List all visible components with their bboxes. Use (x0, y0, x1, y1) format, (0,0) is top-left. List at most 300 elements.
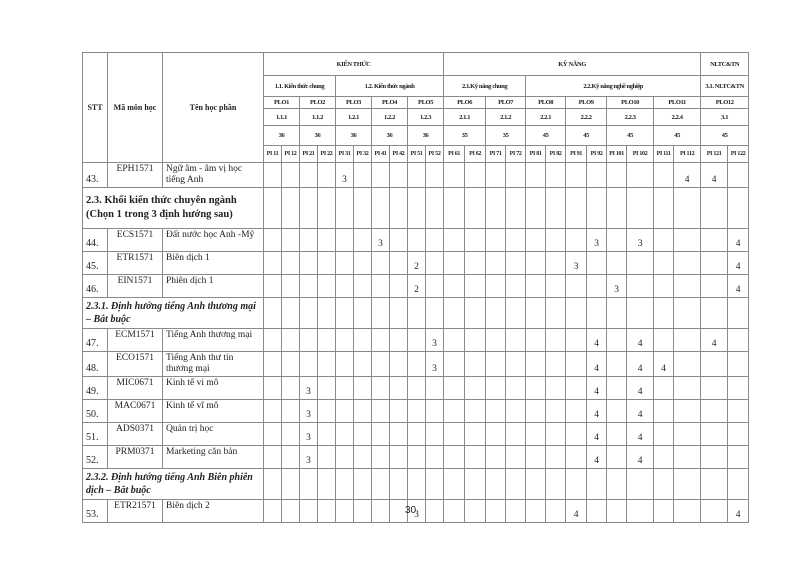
row-pi-value (282, 400, 300, 423)
row-pi-empty (607, 188, 627, 229)
header-course-code: Mã môn học (108, 53, 163, 163)
row-pi-value (390, 229, 408, 252)
row-stt: 44. (83, 229, 108, 252)
row-pi-empty (372, 298, 390, 329)
row-stt: 48. (83, 352, 108, 377)
row-pi-value (264, 163, 282, 188)
row-pi-empty (654, 188, 674, 229)
row-pi-value (701, 252, 728, 275)
row-pi-value (486, 163, 506, 188)
row-pi-value (506, 423, 526, 446)
row-pi-empty (486, 188, 506, 229)
header-subgroup: 1.2. Kiến thức ngành (336, 76, 444, 97)
row-course-code: ETR21571 (108, 500, 163, 523)
row-pi-value (465, 446, 486, 469)
row-pi-value (701, 377, 728, 400)
row-pi-value (264, 275, 282, 298)
row-pi-value (465, 500, 486, 523)
header-plo-code: 1.1.2 (300, 109, 336, 126)
header-pi: PI 22 (318, 146, 336, 163)
row-pi-value: 3 (627, 229, 654, 252)
row-pi-value (587, 163, 607, 188)
row-pi-value: 4 (728, 229, 749, 252)
row-pi-empty (300, 298, 318, 329)
row-pi-empty (654, 298, 674, 329)
row-pi-empty (336, 188, 354, 229)
row-pi-value (282, 275, 300, 298)
row-course-name: Quản trị học (163, 423, 264, 446)
row-pi-value (354, 500, 372, 523)
row-pi-value (674, 352, 701, 377)
row-pi-value (674, 446, 701, 469)
header-plo: PLO6 (444, 97, 486, 109)
row-pi-value (372, 329, 390, 352)
row-pi-empty (444, 298, 465, 329)
header-plo-weight: 45 (566, 126, 607, 146)
row-pi-value (465, 252, 486, 275)
row-pi-value (465, 423, 486, 446)
header-plo: PLO4 (372, 97, 408, 109)
row-pi-value (300, 329, 318, 352)
row-pi-empty (282, 188, 300, 229)
header-plo-code: 1.2.3 (408, 109, 444, 126)
header-plo-code: 2.2.2 (566, 109, 607, 126)
row-stt: 49. (83, 377, 108, 400)
row-pi-empty (282, 298, 300, 329)
row-pi-empty (390, 188, 408, 229)
row-pi-value: 3 (607, 275, 627, 298)
header-plo-weight: 45 (701, 126, 749, 146)
header-stt: STT (83, 53, 108, 163)
row-pi-value (300, 163, 318, 188)
row-pi-empty (654, 469, 674, 500)
row-pi-value (264, 500, 282, 523)
row-pi-value (408, 400, 426, 423)
row-pi-value (546, 163, 566, 188)
row-pi-value (300, 352, 318, 377)
row-pi-value (264, 446, 282, 469)
row-pi-value (506, 275, 526, 298)
row-pi-empty (526, 188, 546, 229)
row-pi-value (526, 352, 546, 377)
row-pi-value (426, 252, 444, 275)
row-pi-value (318, 229, 336, 252)
row-pi-value: 4 (627, 352, 654, 377)
row-pi-value: 3 (300, 377, 318, 400)
row-pi-empty (526, 469, 546, 500)
row-pi-value (506, 400, 526, 423)
row-pi-empty (587, 298, 607, 329)
row-pi-value (587, 500, 607, 523)
row-stt: 52. (83, 446, 108, 469)
row-pi-empty (426, 188, 444, 229)
row-pi-value (728, 377, 749, 400)
row-pi-value (282, 252, 300, 275)
row-pi-value (728, 400, 749, 423)
row-course-code: EIN1571 (108, 275, 163, 298)
row-pi-value (444, 400, 465, 423)
row-course-name: Đất nước học Anh -Mỹ (163, 229, 264, 252)
row-pi-value (674, 329, 701, 352)
row-pi-empty (318, 188, 336, 229)
row-pi-value: 4 (566, 500, 587, 523)
header-plo: PLO10 (607, 97, 654, 109)
row-pi-value (444, 352, 465, 377)
header-pi: PI 62 (465, 146, 486, 163)
row-pi-empty (264, 188, 282, 229)
row-pi-value (465, 329, 486, 352)
row-pi-value (654, 229, 674, 252)
row-pi-value (607, 400, 627, 423)
header-group: KỸ NĂNG (444, 53, 701, 76)
row-pi-value (390, 423, 408, 446)
row-pi-value (486, 252, 506, 275)
row-stt: 53. (83, 500, 108, 523)
row-pi-value (318, 329, 336, 352)
row-pi-value (336, 352, 354, 377)
section-title: 2.3. Khối kiến thức chuyên ngành (Chọn 1 trong 3 định hướng sau) (83, 188, 264, 229)
header-subgroup: 1.1. Kiến thức chung (264, 76, 336, 97)
header-plo-weight: 36 (264, 126, 300, 146)
row-pi-value: 4 (587, 329, 607, 352)
row-pi-value (526, 329, 546, 352)
row-course-name: Phiên dịch 1 (163, 275, 264, 298)
row-pi-value (318, 275, 336, 298)
header-pi: PI 111 (654, 146, 674, 163)
header-plo-code: 2.2.3 (607, 109, 654, 126)
row-pi-value: 4 (627, 446, 654, 469)
row-pi-empty (701, 188, 728, 229)
row-pi-value (372, 423, 390, 446)
header-group: NLTC&TN (701, 53, 749, 76)
row-pi-empty (566, 188, 587, 229)
row-pi-value (526, 377, 546, 400)
row-pi-value (300, 275, 318, 298)
header-plo-weight: 36 (372, 126, 408, 146)
row-pi-value (354, 352, 372, 377)
row-pi-value (426, 500, 444, 523)
row-pi-empty (627, 298, 654, 329)
row-pi-value: 3 (336, 163, 354, 188)
row-pi-empty (444, 188, 465, 229)
header-group: KIẾN THỨC (264, 53, 444, 76)
row-pi-empty (587, 469, 607, 500)
row-pi-value (426, 446, 444, 469)
row-pi-value (426, 377, 444, 400)
row-pi-value (506, 252, 526, 275)
header-subgroup: 2.2.Kỹ năng nghề nghiệp (526, 76, 701, 97)
row-pi-empty (300, 469, 318, 500)
row-pi-empty (566, 298, 587, 329)
row-pi-value (336, 275, 354, 298)
row-pi-value (354, 423, 372, 446)
row-pi-value (264, 252, 282, 275)
table-row (83, 446, 749, 469)
row-pi-value (372, 377, 390, 400)
row-pi-value (701, 400, 728, 423)
row-pi-value (701, 275, 728, 298)
row-pi-value: 3 (587, 229, 607, 252)
row-pi-value (318, 400, 336, 423)
row-pi-value: 3 (426, 329, 444, 352)
row-pi-value (282, 329, 300, 352)
header-plo-weight: 36 (408, 126, 444, 146)
row-pi-empty (354, 469, 372, 500)
row-pi-value (408, 446, 426, 469)
row-pi-value (282, 352, 300, 377)
row-pi-empty (465, 188, 486, 229)
row-pi-value (506, 352, 526, 377)
row-pi-value (607, 500, 627, 523)
row-pi-value (282, 500, 300, 523)
row-pi-value (526, 229, 546, 252)
header-pi: PI 12 (282, 146, 300, 163)
row-pi-value (372, 400, 390, 423)
row-pi-value (354, 329, 372, 352)
row-pi-value (627, 252, 654, 275)
row-pi-value (486, 423, 506, 446)
row-pi-empty (506, 298, 526, 329)
row-pi-value (465, 400, 486, 423)
row-pi-value (546, 352, 566, 377)
header-pi: PI 71 (486, 146, 506, 163)
row-pi-value (566, 275, 587, 298)
row-course-code: ADS0371 (108, 423, 163, 446)
row-course-name: Tiếng Anh thư tín thương mại (163, 352, 264, 377)
row-pi-value (465, 275, 486, 298)
row-pi-empty (264, 469, 282, 500)
row-pi-value (486, 275, 506, 298)
row-pi-value (701, 352, 728, 377)
row-pi-value (486, 446, 506, 469)
row-pi-empty (408, 188, 426, 229)
row-pi-value (444, 377, 465, 400)
row-pi-value (465, 163, 486, 188)
row-pi-value (566, 377, 587, 400)
row-pi-value: 3 (300, 446, 318, 469)
row-pi-empty (587, 188, 607, 229)
row-pi-empty (390, 298, 408, 329)
row-pi-value (408, 423, 426, 446)
table-row (83, 423, 749, 446)
row-pi-empty (282, 469, 300, 500)
row-pi-empty (566, 469, 587, 500)
row-pi-value: 4 (728, 275, 749, 298)
row-pi-empty (336, 298, 354, 329)
row-pi-value (728, 329, 749, 352)
row-pi-value (674, 400, 701, 423)
row-pi-value (546, 377, 566, 400)
row-pi-value (506, 377, 526, 400)
row-course-name: Tiếng Anh thương mại (163, 329, 264, 352)
row-pi-value (566, 229, 587, 252)
row-pi-empty (318, 469, 336, 500)
row-pi-empty (546, 469, 566, 500)
row-pi-value (390, 352, 408, 377)
row-pi-value (318, 252, 336, 275)
row-pi-value (701, 229, 728, 252)
row-pi-empty (546, 298, 566, 329)
row-pi-empty (526, 298, 546, 329)
row-pi-empty (264, 298, 282, 329)
row-pi-value (627, 500, 654, 523)
header-pi: PI 21 (300, 146, 318, 163)
row-pi-value (264, 329, 282, 352)
row-course-name: Ngữ âm - âm vị học tiếng Anh (163, 163, 264, 188)
row-course-code: MIC0671 (108, 377, 163, 400)
header-plo-weight: 36 (300, 126, 336, 146)
row-pi-value (336, 446, 354, 469)
table-row (83, 377, 749, 400)
row-pi-empty (627, 188, 654, 229)
table-row (83, 229, 749, 252)
header-pi: PI 11 (264, 146, 282, 163)
row-pi-value (426, 400, 444, 423)
section-row (83, 188, 749, 229)
row-pi-value: 3 (300, 400, 318, 423)
row-pi-value (444, 252, 465, 275)
row-pi-empty (336, 469, 354, 500)
table-row (83, 329, 749, 352)
row-pi-value (587, 275, 607, 298)
header-plo: PLO8 (526, 97, 566, 109)
row-pi-value (282, 377, 300, 400)
row-pi-value (526, 446, 546, 469)
row-pi-value (354, 163, 372, 188)
header-course-name: Tên học phần (163, 53, 264, 163)
row-pi-value (607, 352, 627, 377)
row-course-code: EPH1571 (108, 163, 163, 188)
row-pi-value (546, 500, 566, 523)
row-pi-value (654, 275, 674, 298)
row-pi-value: 4 (654, 352, 674, 377)
row-pi-empty (444, 469, 465, 500)
row-pi-value (486, 377, 506, 400)
row-pi-value (318, 500, 336, 523)
row-pi-empty (486, 298, 506, 329)
row-pi-value (566, 423, 587, 446)
row-pi-empty (627, 469, 654, 500)
row-stt: 46. (83, 275, 108, 298)
row-pi-value (566, 352, 587, 377)
row-pi-value (506, 329, 526, 352)
row-pi-value (674, 252, 701, 275)
row-pi-value (526, 163, 546, 188)
row-pi-value (408, 229, 426, 252)
row-stt: 51. (83, 423, 108, 446)
row-pi-value: 3 (408, 500, 426, 523)
row-pi-value (354, 252, 372, 275)
row-pi-value (282, 423, 300, 446)
header-plo: PLO3 (336, 97, 372, 109)
row-pi-value (607, 329, 627, 352)
row-pi-value (336, 329, 354, 352)
row-course-code: ETR1571 (108, 252, 163, 275)
row-pi-empty (300, 188, 318, 229)
row-pi-value (654, 377, 674, 400)
row-pi-value (587, 252, 607, 275)
row-pi-value (607, 229, 627, 252)
row-pi-value (627, 275, 654, 298)
row-course-name: Biên dịch 1 (163, 252, 264, 275)
row-pi-empty (354, 298, 372, 329)
row-pi-value (526, 500, 546, 523)
row-pi-empty (701, 298, 728, 329)
row-pi-value (336, 252, 354, 275)
row-course-code: PRM0371 (108, 446, 163, 469)
row-pi-value (486, 229, 506, 252)
header-pi: PI 72 (506, 146, 526, 163)
row-pi-value (546, 229, 566, 252)
row-pi-value (465, 229, 486, 252)
row-pi-empty (372, 469, 390, 500)
header-plo-weight: 35 (444, 126, 486, 146)
row-pi-value (390, 329, 408, 352)
row-course-code: ECO1571 (108, 352, 163, 377)
row-pi-value (465, 377, 486, 400)
row-pi-value (300, 500, 318, 523)
row-pi-value: 4 (728, 252, 749, 275)
row-pi-value (728, 163, 749, 188)
row-pi-value: 4 (587, 377, 607, 400)
row-pi-value: 2 (408, 252, 426, 275)
row-pi-value (701, 446, 728, 469)
row-pi-value (336, 423, 354, 446)
row-pi-value (546, 446, 566, 469)
section-row (83, 298, 749, 329)
row-pi-value (264, 423, 282, 446)
row-pi-value (390, 163, 408, 188)
row-pi-value (372, 163, 390, 188)
row-stt: 50. (83, 400, 108, 423)
section-row (83, 469, 749, 500)
row-pi-value (486, 400, 506, 423)
section-title: 2.3.2. Định hướng tiếng Anh Biên phiên dịch – Bắt buộc (83, 469, 264, 500)
row-pi-value (282, 229, 300, 252)
row-pi-value (566, 446, 587, 469)
row-pi-value (318, 377, 336, 400)
row-pi-value: 3 (372, 229, 390, 252)
row-pi-value (486, 352, 506, 377)
row-pi-value: 3 (300, 423, 318, 446)
row-pi-empty (354, 188, 372, 229)
row-pi-value (701, 423, 728, 446)
row-pi-value: 4 (627, 400, 654, 423)
row-pi-value (607, 163, 627, 188)
row-pi-value (426, 229, 444, 252)
row-pi-value (546, 275, 566, 298)
header-pi: PI 52 (426, 146, 444, 163)
row-pi-value (465, 352, 486, 377)
row-pi-value (444, 423, 465, 446)
row-pi-value (674, 377, 701, 400)
header-plo: PLO5 (408, 97, 444, 109)
header-pi: PI 122 (728, 146, 749, 163)
table-row (83, 275, 749, 298)
row-pi-value (408, 163, 426, 188)
row-pi-value (408, 329, 426, 352)
row-pi-value (390, 446, 408, 469)
row-pi-value: 4 (701, 329, 728, 352)
row-pi-value: 4 (627, 377, 654, 400)
plo-mapping-table (82, 52, 749, 523)
row-pi-value (318, 352, 336, 377)
row-pi-empty (728, 188, 749, 229)
row-pi-value (372, 352, 390, 377)
header-plo: PLO1 (264, 97, 300, 109)
row-pi-value (526, 400, 546, 423)
row-pi-value: 4 (728, 500, 749, 523)
